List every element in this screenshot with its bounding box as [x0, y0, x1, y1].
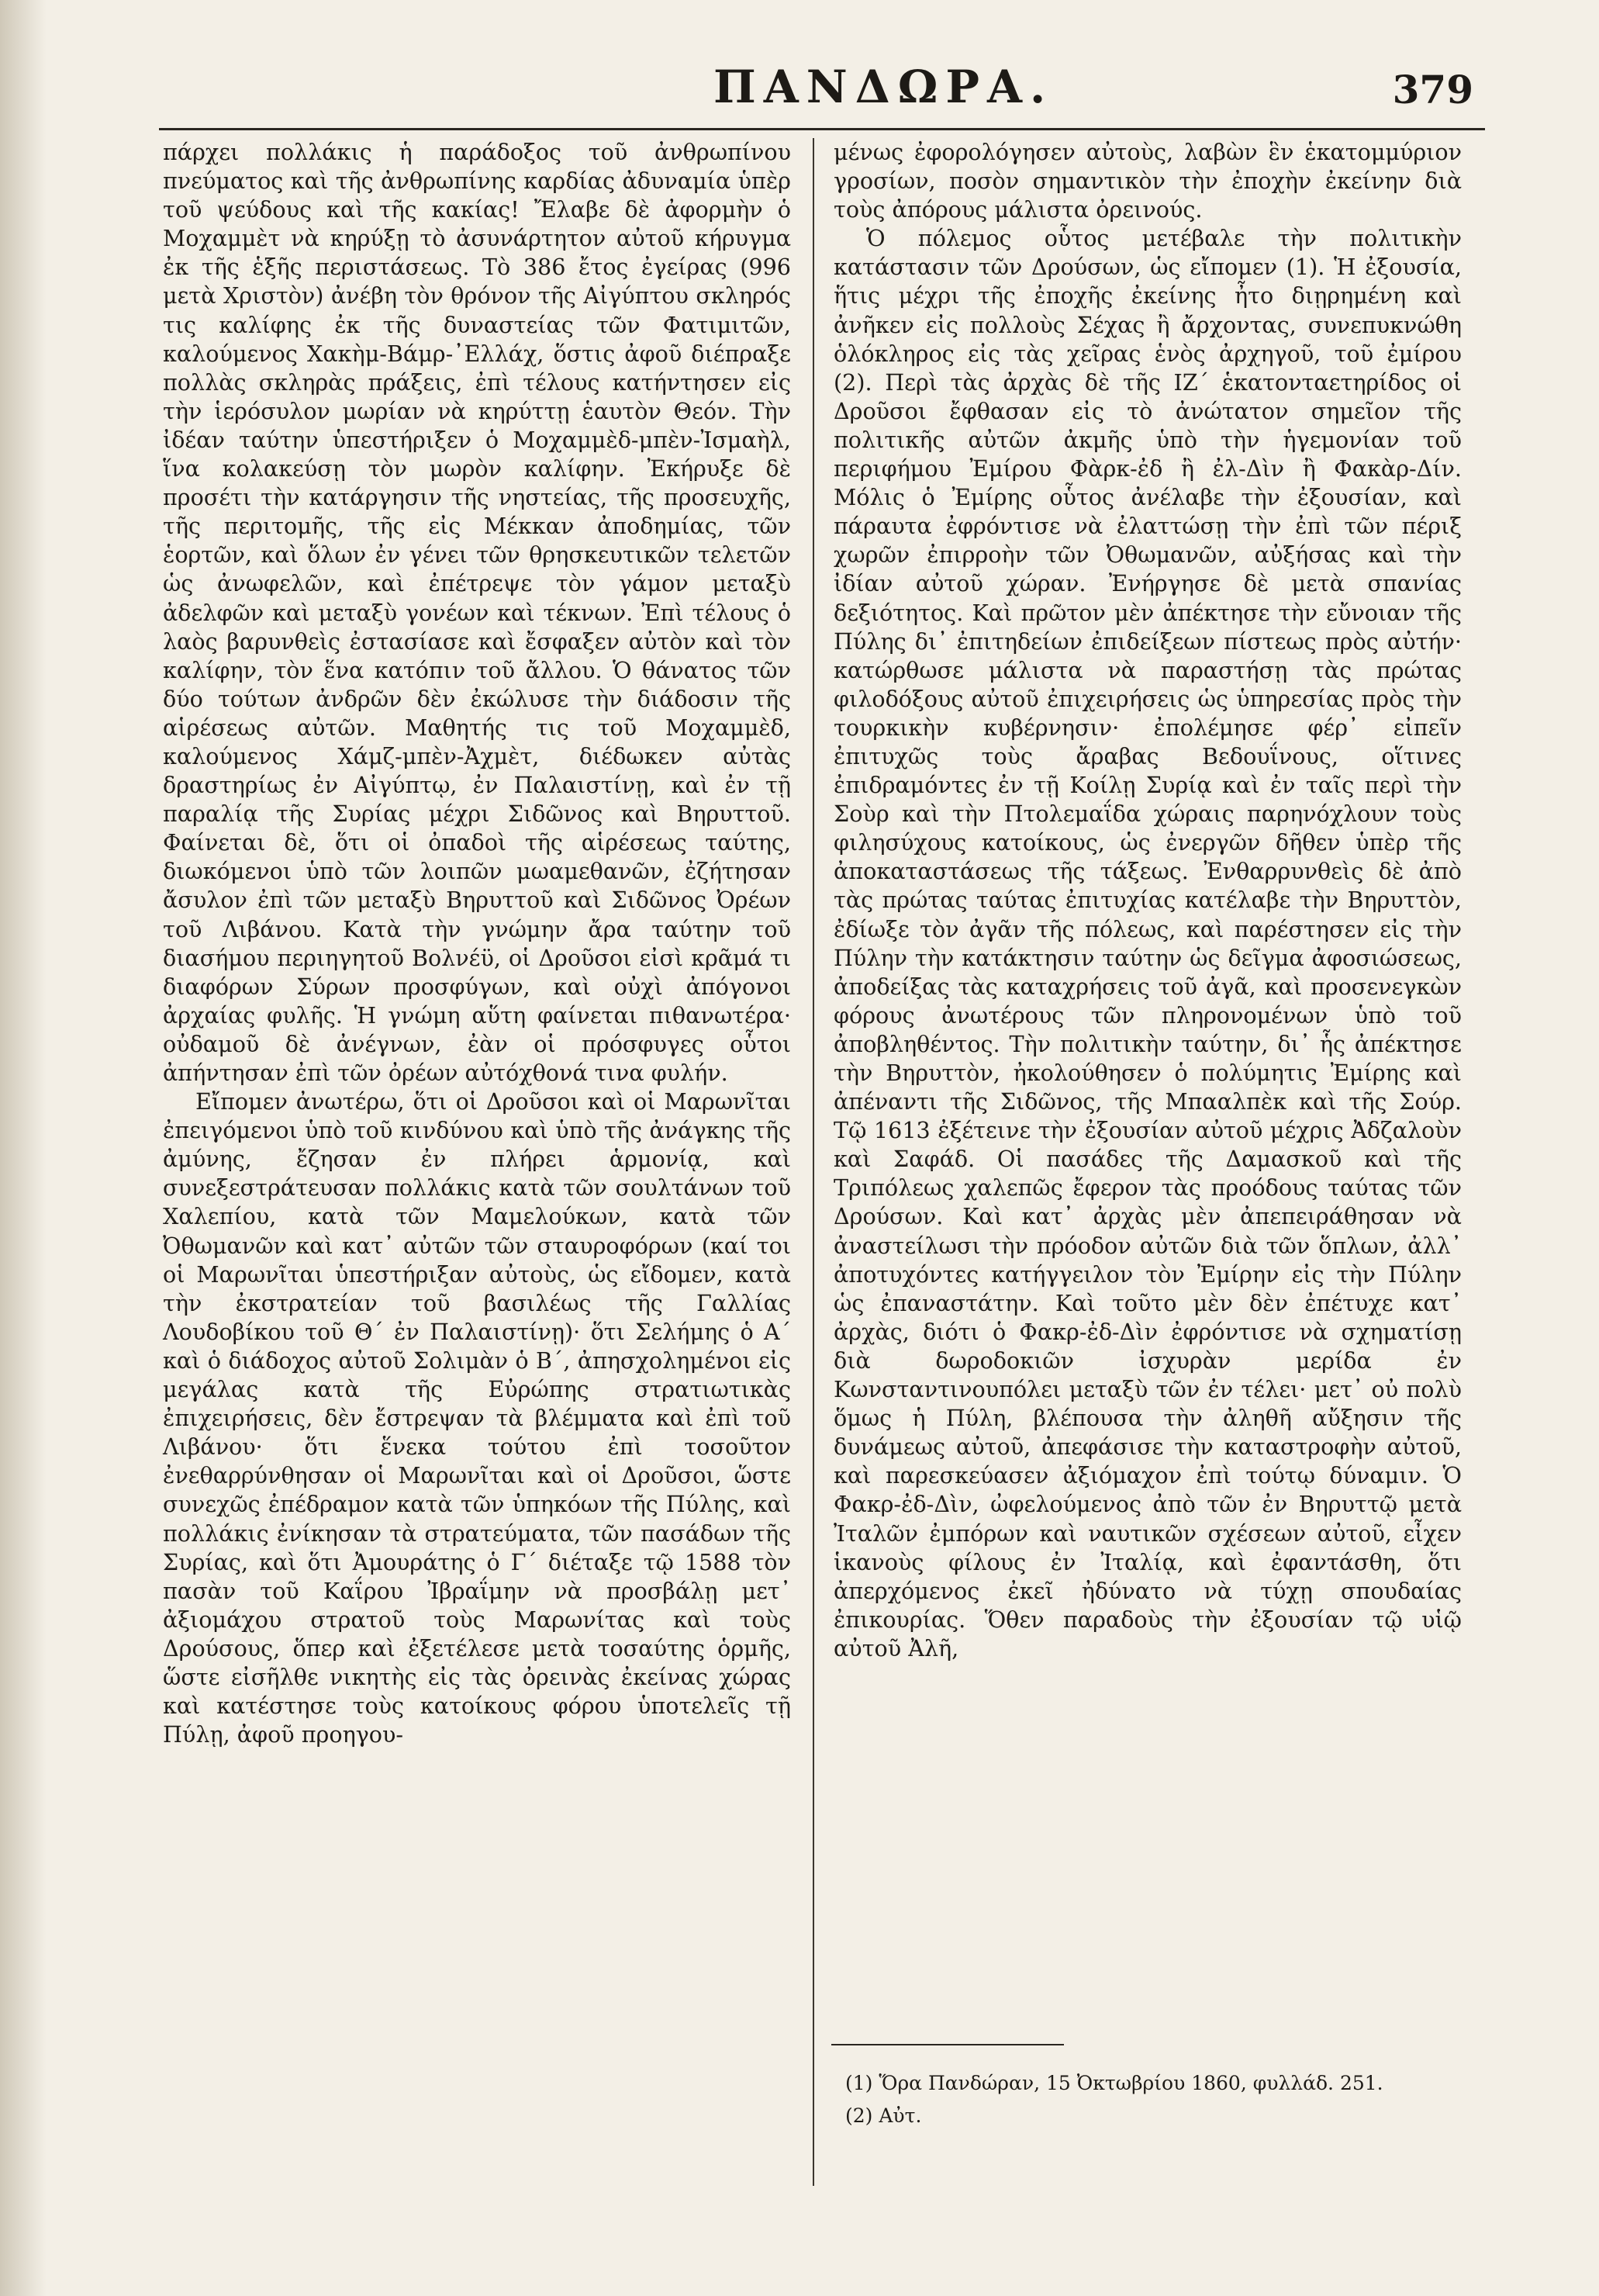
column-divider	[813, 138, 814, 2186]
footnote: (2) Αὐτ.	[845, 2104, 922, 2127]
journal-title: ΠΑΝΔΩΡΑ.	[713, 61, 1054, 113]
header-rule	[159, 128, 1485, 130]
page-gutter-shadow	[0, 0, 47, 2296]
left-column	[163, 138, 791, 1945]
right-column	[834, 138, 1462, 1817]
page-header	[155, 61, 1489, 123]
footnotes	[845, 2067, 1489, 2132]
paragraph: πάρχει πολλάκις ἡ παράδοξος τοῦ ἀνθρωπίνου πνεύματος καὶ τῆς ἀνθρωπίνης καρδίας ἀδυναμία ὑπὲρ τοῦ ψεύδους καὶ τῆς κακίας! Ἔλαβε δὲ ἀφορμὴν ὁ Μοχαμμὲτ νὰ κηρύξῃ τὸ ἀσυνάρτητον αὐτοῦ κήρυγμα ἐκ τῆς ἑξῆς περιστάσεως. Τὸ 386 ἔτος ἐγείρας (996 μετὰ Χριστὸν) ἀνέβη τὸν θρόνον τῆς Αἰγύπτου σκληρός τις καλίφης ἐκ τῆς δυναστείας τῶν Φατιμιτῶν, καλούμενος Χακὴμ-Βάμρ-᾽Ελλάχ, ὅστις ἀφοῦ διέπραξε πολλὰς σκληρὰς πράξεις, ἐπὶ τέλους κατήντησεν εἰς τὴν ἱερόσυλον μωρίαν νὰ κηρύττῃ ἑαυτὸν Θεόν. Τὴν ἰδέαν ταύτην ὑπεστήριξεν ὁ Μοχαμμὲδ-μπὲν-Ἰσμαὴλ, ἵνα κολακεύσῃ τὸν μωρὸν καλίφην. Ἐκήρυξε δὲ προσέτι τὴν κατάργησιν τῆς νηστείας, τῆς προσευχῆς, τῆς περιτομῆς, τῆς εἰς Μέκκαν ἀποδημίας, τῶν ἑορτῶν, καὶ ὅλων ἐν γένει τῶν θρησκευτικῶν τελετῶν ὡς ἀνωφελῶν, καὶ ἐπέτρεψε τὸν γάμον μεταξὺ ἀδελφῶν καὶ μεταξὺ γονέων καὶ τέκνων. Ἐπὶ τέλους ὁ λαὸς βαρυνθεὶς ἐστασίασε καὶ ἔσφαξεν αὐτὸν καὶ τὸν καλίφην, τὸν ἕνα κατόπιν τοῦ ἄλλου. Ὁ θάνατος τῶν δύο τούτων ἀνδρῶν δὲν ἐκώλυσε τὴν διάδοσιν τῆς αἱρέσεως αὐτῶν. Μαθητής τις τοῦ Μοχαμμὲδ, καλούμενος Χάμζ-μπὲν-Ἀχμὲτ, διέδωκεν αὐτὰς δραστηρίως ἐν Αἰγύπτῳ, ἐν Παλαιστίνῃ, καὶ ἐν τῇ παραλίᾳ τῆς Συρίας μέχρι Σιδῶνος καὶ Βηρυττοῦ. Φαίνεται δὲ, ὅτι οἱ ὀπαδοὶ τῆς αἱρέσεως ταύτης, διωκόμενοι ὑπὸ τῶν λοιπῶν μωαμεθανῶν, ἐζήτησαν ἄσυλον ἐπὶ τῶν μεταξὺ Βηρυττοῦ καὶ Σιδῶνος Ὀρέων τοῦ Λιβάνου. Κατὰ τὴν γνώμην ἄρα ταύτην τοῦ διασήμου περιηγητοῦ Βολνέϋ, οἱ Δροῦσοι εἰσὶ κρᾶμά τι διαφόρων Σύρων προσφύγων, καὶ οὐχὶ ἀπόγονοι ἀρχαίας φυλῆς. Ἡ γνώμη αὕτη φαίνεται πιθανωτέρα· οὐδαμοῦ δὲ ἀνέγνων, ἐὰν οἱ πρόσφυγες οὗτοι ἀπήντησαν ἐπὶ τῶν ὀρέων αὐτόχθονά τινα φυλήν.	[163, 139, 791, 1086]
paragraph: μένως ἐφορολόγησεν αὐτοὺς, λαβὼν ἓν ἑκατομμύριον γροσίων, ποσὸν σημαντικὸν τὴν ἐποχὴν ἐκείνην διὰ τοὺς ἀπόρους μάλιστα ὀρεινούς.	[834, 139, 1462, 223]
page-number: 379	[1392, 67, 1473, 112]
paragraph: Εἴπομεν ἀνωτέρω, ὅτι οἱ Δροῦσοι καὶ οἱ Μαρωνῖται ἐπειγόμενοι ὑπὸ τοῦ κινδύνου καὶ ὑπὸ τῆς ἀνάγκης τῆς ἀμύνης, ἔζησαν ἐν πλήρει ἁρμονίᾳ, καὶ συνεξεστράτευσαν πολλάκις κατὰ τῶν σουλτάνων τοῦ Χαλεπίου, κατὰ τῶν Μαμελούκων, κατὰ τῶν Ὀθωμανῶν καὶ κατ᾽ αὐτῶν τῶν σταυροφόρων (καί τοι οἱ Μαρωνῖται ὑπεστήριξαν αὐτοὺς, ὡς εἴδομεν, κατὰ τὴν ἐκστρατείαν τοῦ βασιλέως τῆς Γαλλίας Λουδοβίκου τοῦ Θ´ ἐν Παλαιστίνῃ)· ὅτι Σελήμης ὁ Α´ καὶ ὁ διάδοχος αὐτοῦ Σολιμὰν ὁ Β´, ἀπησχολημένοι εἰς μεγάλας κατὰ τῆς Εὐρώπης στρατιωτικὰς ἐπιχειρήσεις, δὲν ἔστρεψαν τὰ βλέμματα καὶ ἐπὶ τοῦ Λιβάνου· ὅτι ἕνεκα τούτου ἐπὶ τοσοῦτον ἐνεθαρρύνθησαν οἱ Μαρωνῖται καὶ οἱ Δροῦσοι, ὥστε συνεχῶς ἐπέδραμον κατὰ τῶν ὑπηκόων τῆς Πύλης, καὶ πολλάκις ἐνίκησαν τὰ στρατεύματα, τῶν πασάδων τῆς Συρίας, καὶ ὅτι Ἀμουράτης ὁ Γ´ διέταξε τῷ 1588 τὸν πασὰν τοῦ Καΐρου Ἰβραΐμην νὰ προσβάλῃ μετ᾽ ἀξιομάχου στρατοῦ τοὺς Μαρωνίτας καὶ τοὺς Δρούσους, ὅπερ καὶ ἐξετέλεσε μετὰ τοσαύτης ὁρμῆς, ὥστε εἰσῆλθε νικητὴς εἰς τὰς ὀρεινὰς ἐκείνας χώρας καὶ κατέστησε τοὺς κατοίκους φόρου ὑποτελεῖς τῇ Πύλῃ, ἀφοῦ προηγου-	[163, 1088, 791, 1748]
footnote: (1) Ὅρα Πανδώραν, 15 Ὀκτωβρίου 1860, φυλλάδ. 251.	[845, 2072, 1383, 2094]
paragraph: Ὁ πόλεμος οὗτος μετέβαλε τὴν πολιτικὴν κατάστασιν τῶν Δρούσων, ὡς εἴπομεν (1). Ἡ ἐξουσία, ἥτις μέχρι τῆς ἐποχῆς ἐκείνης ἦτο διῃρημένη καὶ ἀνῆκεν εἰς πολλοὺς Σέχας ἢ ἄρχοντας, συνεπυκνώθη ὁλόκληρος εἰς τὰς χεῖρας ἑνὸς ἀρχηγοῦ, τοῦ ἐμίρου (2). Περὶ τὰς ἀρχὰς δὲ τῆς ΙΖ´ ἑκατονταετηρίδος οἱ Δροῦσοι ἔφθασαν εἰς τὸ ἀνώτατον σημεῖον τῆς πολιτικῆς αὐτῶν ἀκμῆς ὑπὸ τὴν ἡγεμονίαν τοῦ περιφήμου Ἐμίρου Φὰρκ-ἐδ ἢ ἐλ-Δὶν ἢ Φακὰρ-Δίν. Μόλις ὁ Ἐμίρης οὗτος ἀνέλαβε τὴν ἐξουσίαν, καὶ πάραυτα ἐφρόντισε νὰ ἐλαττώσῃ τὴν ἐπὶ τῶν πέριξ χωρῶν ἐπιρροὴν τῶν Ὀθωμανῶν, αὐξήσας καὶ τὴν ἰδίαν αὐτοῦ χώραν. Ἐνήργησε δὲ μετὰ σπανίας δεξιότητος. Καὶ πρῶτον μὲν ἀπέκτησε τὴν εὔνοιαν τῆς Πύλης δι᾽ ἐπιτηδείων ἐπιδείξεων πίστεως πρὸς αὐτήν· κατώρθωσε μάλιστα νὰ παραστήσῃ τὰς πρώτας φιλοδόξους αὐτοῦ ἐπιχειρήσεις ὡς ὑπηρεσίας πρὸς τὴν τουρκικὴν κυβέρνησιν· ἐπολέμησε φέρ᾽ εἰπεῖν ἐπιτυχῶς τοὺς ἄραβας Βεδουΐνους, οἵτινες ἐπιδραμόντες ἐν τῇ Κοίλῃ Συρίᾳ καὶ ἐν ταῖς περὶ τὴν Σοὺρ καὶ τὴν Πτολεμαΐδα χώραις παρηνόχλουν τοὺς φιλησύχους κατοίκους, ὡς ἐνεργῶν δῆθεν ὑπὲρ τῆς ἀποκαταστάσεως τῆς τάξεως. Ἐνθαρρυνθεὶς δὲ ἀπὸ τὰς πρώτας ταύτας ἐπιτυχίας κατέλαβε τὴν Βηρυττὸν, ἐδίωξε τὸν ἀγᾶν τῆς πόλεως, καὶ παρέστησεν εἰς τὴν Πύλην τὴν κατάκτησιν ταύτην ὡς δεῖγμα ἀφοσιώσεως, ἀποδείξας τὰς καταχρήσεις τοῦ ἀγᾶ, καὶ προσενεγκὼν φόρους ἀνωτέρους τῶν πληρονομένων ὑπὸ τοῦ ἀποβληθέντος. Τὴν πολιτικὴν ταύτην, δι᾽ ἧς ἀπέκτησε τὴν Βηρυττὸν, ἠκολούθησεν ὁ πολύμητις Ἐμίρης καὶ ἀπέναντι τῆς Σιδῶνος, τῆς Μπααλπὲκ καὶ τῆς Σούρ. Τῷ 1613 ἐξέτεινε τὴν ἐξουσίαν αὐτοῦ μέχρις Ἀδζαλοὺν καὶ Σαφάδ. Οἱ πασάδες τῆς Δαμασκοῦ καὶ τῆς Τριπόλεως χαλεπῶς ἔφερον τὰς προόδους ταύτας τῶν Δρούσων. Καὶ κατ᾽ ἀρχὰς μὲν ἀπεπειράθησαν νὰ ἀναστείλωσι τὴν πρόοδον αὐτῶν διὰ τῶν ὅπλων, ἀλλ᾽ ἀποτυχόντες κατήγγειλον τὸν Ἐμίρην εἰς τὴν Πύλην ὡς ἐπαναστάτην. Καὶ τοῦτο μὲν δὲν ἐπέτυχε κατ᾽ ἀρχὰς, διότι ὁ Φακρ-ἐδ-Δὶν ἐφρόντισε νὰ σχηματίσῃ διὰ δωροδοκιῶν ἰσχυρὰν μερίδα ἐν Κωνσταντινουπόλει μεταξὺ τῶν ἐν τέλει· μετ᾽ οὐ πολὺ ὅμως ἡ Πύλη, βλέπουσα τὴν ἀληθῆ αὔξησιν τῆς δυνάμεως αὐτοῦ, ἀπεφάσισε τὴν καταστροφὴν αὐτοῦ, καὶ παρεσκεύασεν ἀξιόμαχον ἐπὶ τούτῳ δύναμιν. Ὁ Φακρ-ἐδ-Δὶν, ὠφελούμενος ἀπὸ τῶν ἐν Βηρυττῷ μετὰ Ἰταλῶν ἐμπόρων καὶ ναυτικῶν σχέσεων αὐτοῦ, εἶχεν ἱκανοὺς φίλους ἐν Ἰταλίᾳ, καὶ ἐφαντάσθη, ὅτι ἀπερχόμενος ἐκεῖ ἠδύνατο νὰ τύχῃ σπουδαίας ἐπικουρίας. Ὅθεν παραδοὺς τὴν ἐξουσίαν τῷ υἱῷ αὐτοῦ Ἀλῆ,	[834, 225, 1462, 1661]
footnote-rule	[831, 2044, 1064, 2045]
